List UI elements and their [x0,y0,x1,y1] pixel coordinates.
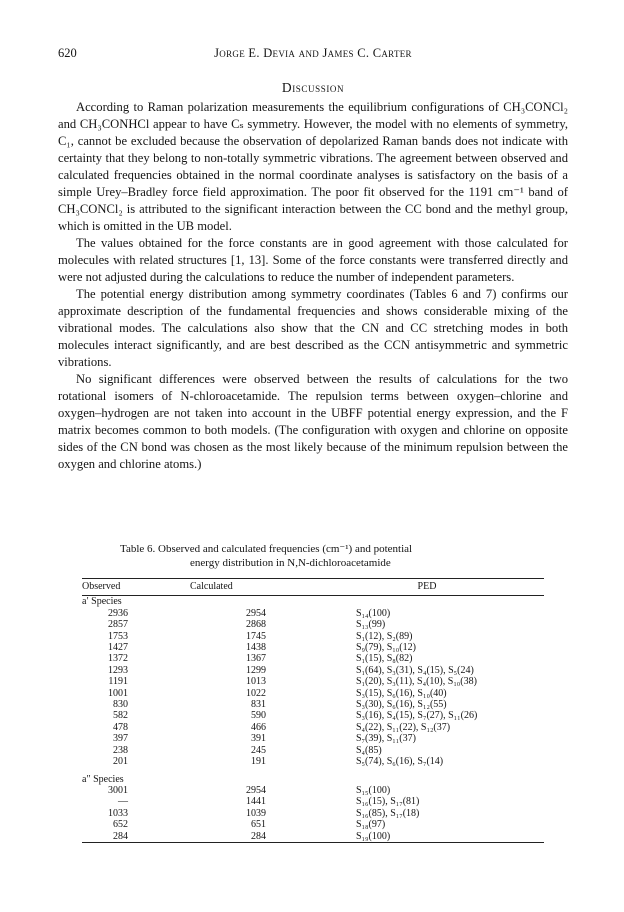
calculated-cell: 284 [251,830,266,842]
table-row [82,665,544,676]
paragraph-3: The potential energy distribution among symmetry coordinates (Tables 6 and 7) confirms our approximate description of the fundamental frequencies and shows considerable mixing of the vibrational modes. The calculations also show that the CN and CC stretching modes in both molecules interact significantly, and are best described as the CCN antisymmetric and symmetric vibrations. [58,287,568,369]
table-row [82,808,544,819]
observed-cell: 1033 [108,807,128,819]
observed-cell: 284 [113,830,128,842]
table-caption-line-2: energy distribution in N,N-dichloroacetamide [190,557,391,569]
observed-cell: 1427 [108,642,128,654]
paragraph-1: According to Raman polarization measurements the equilibrium configurations of CH₃CONCl₂ and CH₃CONHCl appear to have Cₛ symmetry. However, the model with no elements of symmetry, C₁, cannot be excluded because the observation of depolarized Raman bands does not indicate with certainty that they belong to non-totally symmetric vibrations. The agreement between observed and calculated frequencies obtained in the normal coordinate analyses is satisfactory on the basis of a simple Urey–Bradley force field approximation. The poor fit observed for the 1191 cm⁻¹ band of CH₃CONCl₂ is attributed to the significant interaction between the CC bond and the methyl group, which is omitted in the UB model. [58,100,568,233]
ped-cell: S₁₄(100) [356,607,391,619]
paragraph-4: No significant differences were observed between the results of calculations for the two rotational isomers of N-chloroacetamide. The repulsion terms between oxygen–chlorine and oxygen–hydrogen are not taken into account in the UBFF potential energy expression, and the F matrix becomes common to both models. (The configuration with oxygen and chlorine on opposite sides of the CN bond was chosen as the most likely because of the minimum repulsion between the oxygen and chlorine atoms.) [58,372,568,471]
calculated-cell: 2868 [246,619,266,631]
calculated-cell: 1367 [246,653,266,665]
frequency-table [82,578,544,843]
ped-cell: S₁₆(15), S₁₇(81) [356,796,420,808]
section-title: Discussion [281,80,345,95]
observed-cell: 2857 [108,619,128,631]
calculated-cell: 1039 [246,807,266,819]
observed-cell: 2936 [108,607,128,619]
observed-cell: 652 [113,819,128,831]
ped-cell: S₁(20), S₃(11), S₄(10), S₁₀(38) [356,676,477,688]
ped-cell: S₃(30), S₆(16), S₁₂(55) [356,699,447,711]
calculated-cell: 1013 [246,676,266,688]
observed-cell: 830 [113,699,128,711]
table-row [82,796,544,807]
calculated-cell: 391 [251,733,266,745]
species-row [82,596,544,608]
body-text [58,99,568,473]
species-label: a′ Species [82,596,122,608]
table-row [82,756,544,767]
table-row [82,653,544,664]
calculated-cell: 245 [251,744,266,756]
ped-cell: S₄(85) [356,744,382,756]
calculated-cell: 191 [251,756,266,768]
ped-cell: S₁(15), S₈(82) [356,653,413,665]
observed-cell: 3001 [108,784,128,796]
ped-cell: S₃(16), S₄(15), S₇(27), S₁₁(26) [356,710,478,722]
table-header-row [82,579,544,596]
table-row [82,745,544,756]
column-header-ped: PED [310,579,544,596]
table-row [82,619,544,630]
ped-cell: S₉(79), S₁₀(12) [356,642,416,654]
table-row [82,608,544,619]
observed-cell: 1001 [108,687,128,699]
observed-cell: 1753 [108,630,128,642]
table-caption-line-1: Table 6. Observed and calculated frequencies (cm⁻¹) and potential [120,543,413,555]
species-label: a″ Species [82,773,124,785]
observed-cell: — [118,796,128,808]
table-row [82,722,544,733]
ped-cell: S₇(39), S₁₁(37) [356,733,416,745]
table-row [82,710,544,721]
table-row [82,676,544,687]
observed-cell: 582 [113,710,128,722]
page-header [58,46,568,66]
observed-cell: 1191 [108,676,128,688]
table-row [82,642,544,653]
ped-cell: S₁₈(97) [356,819,386,831]
table-row [82,831,544,843]
calculated-cell: 1438 [246,642,266,654]
ped-cell: S₄(22), S₁₁(22), S₁₂(37) [356,721,451,733]
calculated-cell: 2954 [246,607,266,619]
running-head: Jorge E. Devia and James C. Carter [214,46,412,60]
table-row [82,733,544,744]
observed-cell: 397 [113,733,128,745]
calculated-cell: 2954 [246,784,266,796]
table-row [82,785,544,796]
table-caption [120,542,520,570]
table-row [82,819,544,830]
calculated-cell: 1022 [246,687,266,699]
ped-cell: S₁₅(100) [356,784,391,796]
observed-cell: 1293 [108,664,128,676]
ped-cell: S₁₉(100) [356,830,391,842]
ped-cell: S₁(64), S₃(31), S₄(15), S₅(24) [356,664,474,676]
column-header-calculated: Calculated [190,579,310,596]
ped-cell: S₁₆(85), S₁₇(18) [356,807,420,819]
table-row [82,699,544,710]
calculated-cell: 1299 [246,664,266,676]
column-header-observed: Observed [82,579,190,596]
species-row [82,774,544,785]
calculated-cell: 466 [251,721,266,733]
observed-cell: 238 [113,744,128,756]
calculated-cell: 831 [251,699,266,711]
ped-cell: S₃(15), S₆(16), S₁₀(40) [356,687,447,699]
calculated-cell: 651 [251,819,266,831]
page-number: 620 [58,46,77,60]
ped-cell: S₁₃(99) [356,619,386,631]
table-row [82,688,544,699]
observed-cell: 478 [113,721,128,733]
calculated-cell: 1441 [246,796,266,808]
paragraph-2: The values obtained for the force constants are in good agreement with those calculated for molecules with related structures [1, 13]. Some of the force constants were transferred directly and were not adjusted during the calculations to reduce the number of independent parameters. [58,236,568,284]
table-row [82,631,544,642]
calculated-cell: 1745 [246,630,266,642]
observed-cell: 201 [113,756,128,768]
observed-cell: 1372 [108,653,128,665]
ped-cell: S₅(74), S₆(16), S₇(14) [356,756,444,768]
ped-cell: S₁(12), S₂(89) [356,630,413,642]
calculated-cell: 590 [251,710,266,722]
